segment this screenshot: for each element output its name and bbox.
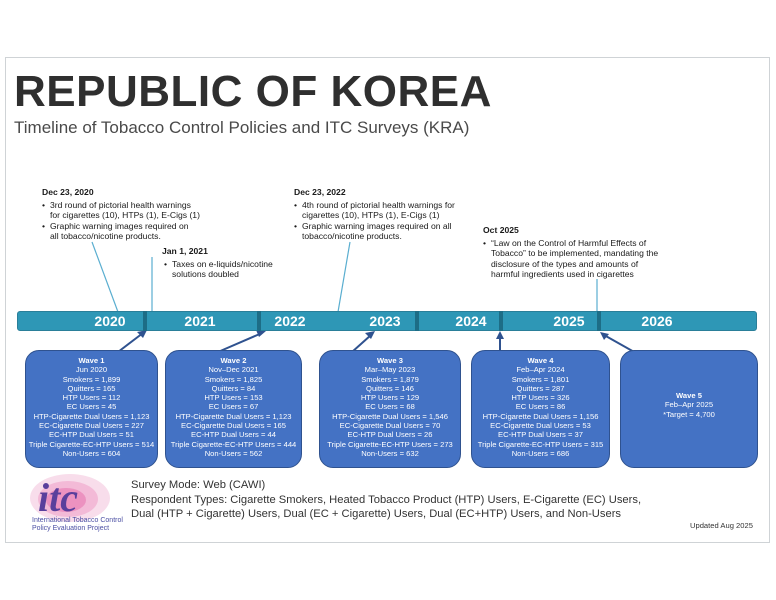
wave-line: HTP Users = 112	[62, 393, 121, 403]
wave-name: Wave 4	[527, 356, 554, 365]
wave-line: Quitters = 287	[516, 383, 565, 393]
year-2021: 2021	[184, 313, 216, 329]
wave-line: Jun 2020	[75, 365, 108, 375]
wave-line: EC Users = 45	[66, 402, 117, 412]
wave-line: EC-HTP Dual Users = 44	[191, 430, 276, 440]
wave-name: Wave 1	[78, 356, 105, 365]
event-bullet-line: • Taxes on e-liquids/nicotine solutions doubled	[164, 259, 322, 280]
wave-line: Quitters = 165	[67, 383, 116, 393]
event-dec-2020	[42, 187, 242, 242]
wave-name: Wave 5	[676, 391, 702, 400]
event-date: Jan 1, 2021	[162, 246, 208, 256]
connector-dec-2020	[92, 242, 118, 312]
wave-line: Triple Cigarette-EC-HTP Users = 273	[327, 439, 453, 449]
logo-mark: itc	[38, 475, 78, 520]
respondent-line: Respondent Types: Cigarette Smokers, Heated Tobacco Product (HTP) Users, E-Cigarette (EC) Users,	[131, 493, 642, 506]
event-date: Dec 23, 2020	[42, 187, 94, 197]
wave-line: Non-Users = 632	[361, 448, 419, 458]
survey-info	[131, 478, 641, 522]
event-date: Dec 23, 2022	[294, 187, 346, 197]
connector-dec-2022	[338, 242, 350, 312]
wave-line: Mar–May 2023	[364, 365, 416, 375]
wave-line: Non-Users = 604	[62, 448, 121, 458]
wave-line: Triple Cigarette-EC-HTP Users = 514	[28, 439, 155, 449]
wave-line: Non-Users = 562	[204, 448, 263, 458]
wave-5-box	[620, 350, 758, 468]
wave-line: EC-HTP Dual Users = 51	[49, 430, 134, 440]
wave-line: HTP Users = 153	[204, 393, 263, 403]
wave-line: Feb–Apr 2025	[664, 400, 714, 410]
updated-date: Updated Aug 2025	[690, 521, 753, 530]
wave-name: Wave 3	[377, 356, 403, 365]
wave-line: *Target = 4,700	[663, 409, 715, 419]
wave-3-box	[319, 350, 461, 468]
wave-line: Triple Cigarette-EC-HTP Users = 315	[477, 439, 604, 449]
year-2020: 2020	[94, 313, 126, 329]
year-2022: 2022	[274, 313, 306, 329]
year-2025: 2025	[553, 313, 585, 329]
event-bullet-line: • 3rd round of pictorial health warnings for cigarettes (10), HTPs (1), E-Cigs (1)	[42, 200, 242, 221]
wave-line: Smokers = 1,879	[361, 374, 419, 384]
wave-line: EC-HTP Dual Users = 37	[498, 430, 583, 440]
wave-4-box	[471, 350, 610, 468]
wave-line: Nov–Dec 2021	[208, 365, 259, 375]
year-2023: 2023	[369, 313, 401, 329]
wave-line: EC-Cigarette Dual Users = 227	[39, 421, 144, 431]
wave-name: Wave 2	[220, 356, 247, 365]
wave-line: EC-Cigarette Dual Users = 53	[490, 421, 591, 431]
wave-line: EC-Cigarette Dual Users = 70	[339, 421, 441, 431]
page-subtitle: Timeline of Tobacco Control Policies and ITC Surveys (KRA)	[14, 118, 470, 137]
wave-line: HTP Users = 326	[511, 393, 570, 403]
wave-line: HTP-Cigarette Dual Users = 1,123	[33, 411, 150, 421]
wave-line: EC Users = 68	[365, 402, 415, 412]
wave-line: EC Users = 67	[208, 402, 259, 412]
wave-line: Smokers = 1,801	[511, 374, 570, 384]
event-bullet-line: • Graphic warning images required on all tobacco/nicotine products.	[294, 221, 494, 242]
wave-line: EC-Cigarette Dual Users = 165	[181, 421, 286, 431]
respondent-line: Dual (HTP + Cigarette) Users, Dual (EC + Cigarette) Users, Dual (EC+HTP) Users, and Non-Users	[131, 508, 622, 521]
event-oct-2025	[483, 225, 683, 280]
wave-line: HTP-Cigarette Dual Users = 1,546	[332, 411, 448, 421]
wave4-arrowhead	[496, 331, 504, 339]
wave-line: HTP Users = 129	[360, 393, 420, 403]
event-date: Oct 2025	[483, 225, 519, 235]
survey-mode: Survey Mode: Web (CAWI)	[131, 479, 266, 491]
wave-line: Quitters = 146	[366, 383, 414, 393]
year-2026: 2026	[641, 313, 673, 329]
wave-line: Smokers = 1,825	[204, 374, 263, 384]
event-bullet-line: • “Law on the Control of Harmful Effects of Tobacco” to be implemented, mandating the disclosure of the types and amounts of harmful ingredients used in cigarettes	[483, 238, 683, 280]
wave-line: Feb–Apr 2024	[516, 365, 565, 375]
page-title: REPUBLIC OF KOREA	[14, 67, 492, 116]
wave-line: EC Users = 86	[515, 402, 566, 412]
event-bullet-line: • Graphic warning images required on all tobacco/nicotine products.	[42, 221, 242, 242]
event-dec-2022	[294, 187, 494, 242]
logo-caption: International Tobacco Control Policy Evaluation Project	[32, 517, 123, 533]
wave-line: Triple Cigarette-EC-HTP Users = 444	[170, 439, 297, 449]
wave-line: Non-Users = 686	[511, 448, 570, 458]
wave-line: EC-HTP Dual Users = 26	[347, 430, 433, 440]
wave-2-box	[165, 350, 302, 468]
event-jan-2021	[162, 246, 322, 280]
wave-1-box	[25, 350, 158, 468]
wave-line: Quitters = 84	[211, 383, 256, 393]
year-2024: 2024	[455, 313, 487, 329]
wave-line: Smokers = 1,899	[62, 374, 121, 384]
wave-line: HTP-Cigarette Dual Users = 1,123	[175, 411, 292, 421]
event-bullet-line: • 4th round of pictorial health warnings for cigarettes (10), HTPs (1), E-Cigs (1)	[294, 200, 494, 221]
wave-line: HTP-Cigarette Dual Users = 1,156	[482, 411, 599, 421]
